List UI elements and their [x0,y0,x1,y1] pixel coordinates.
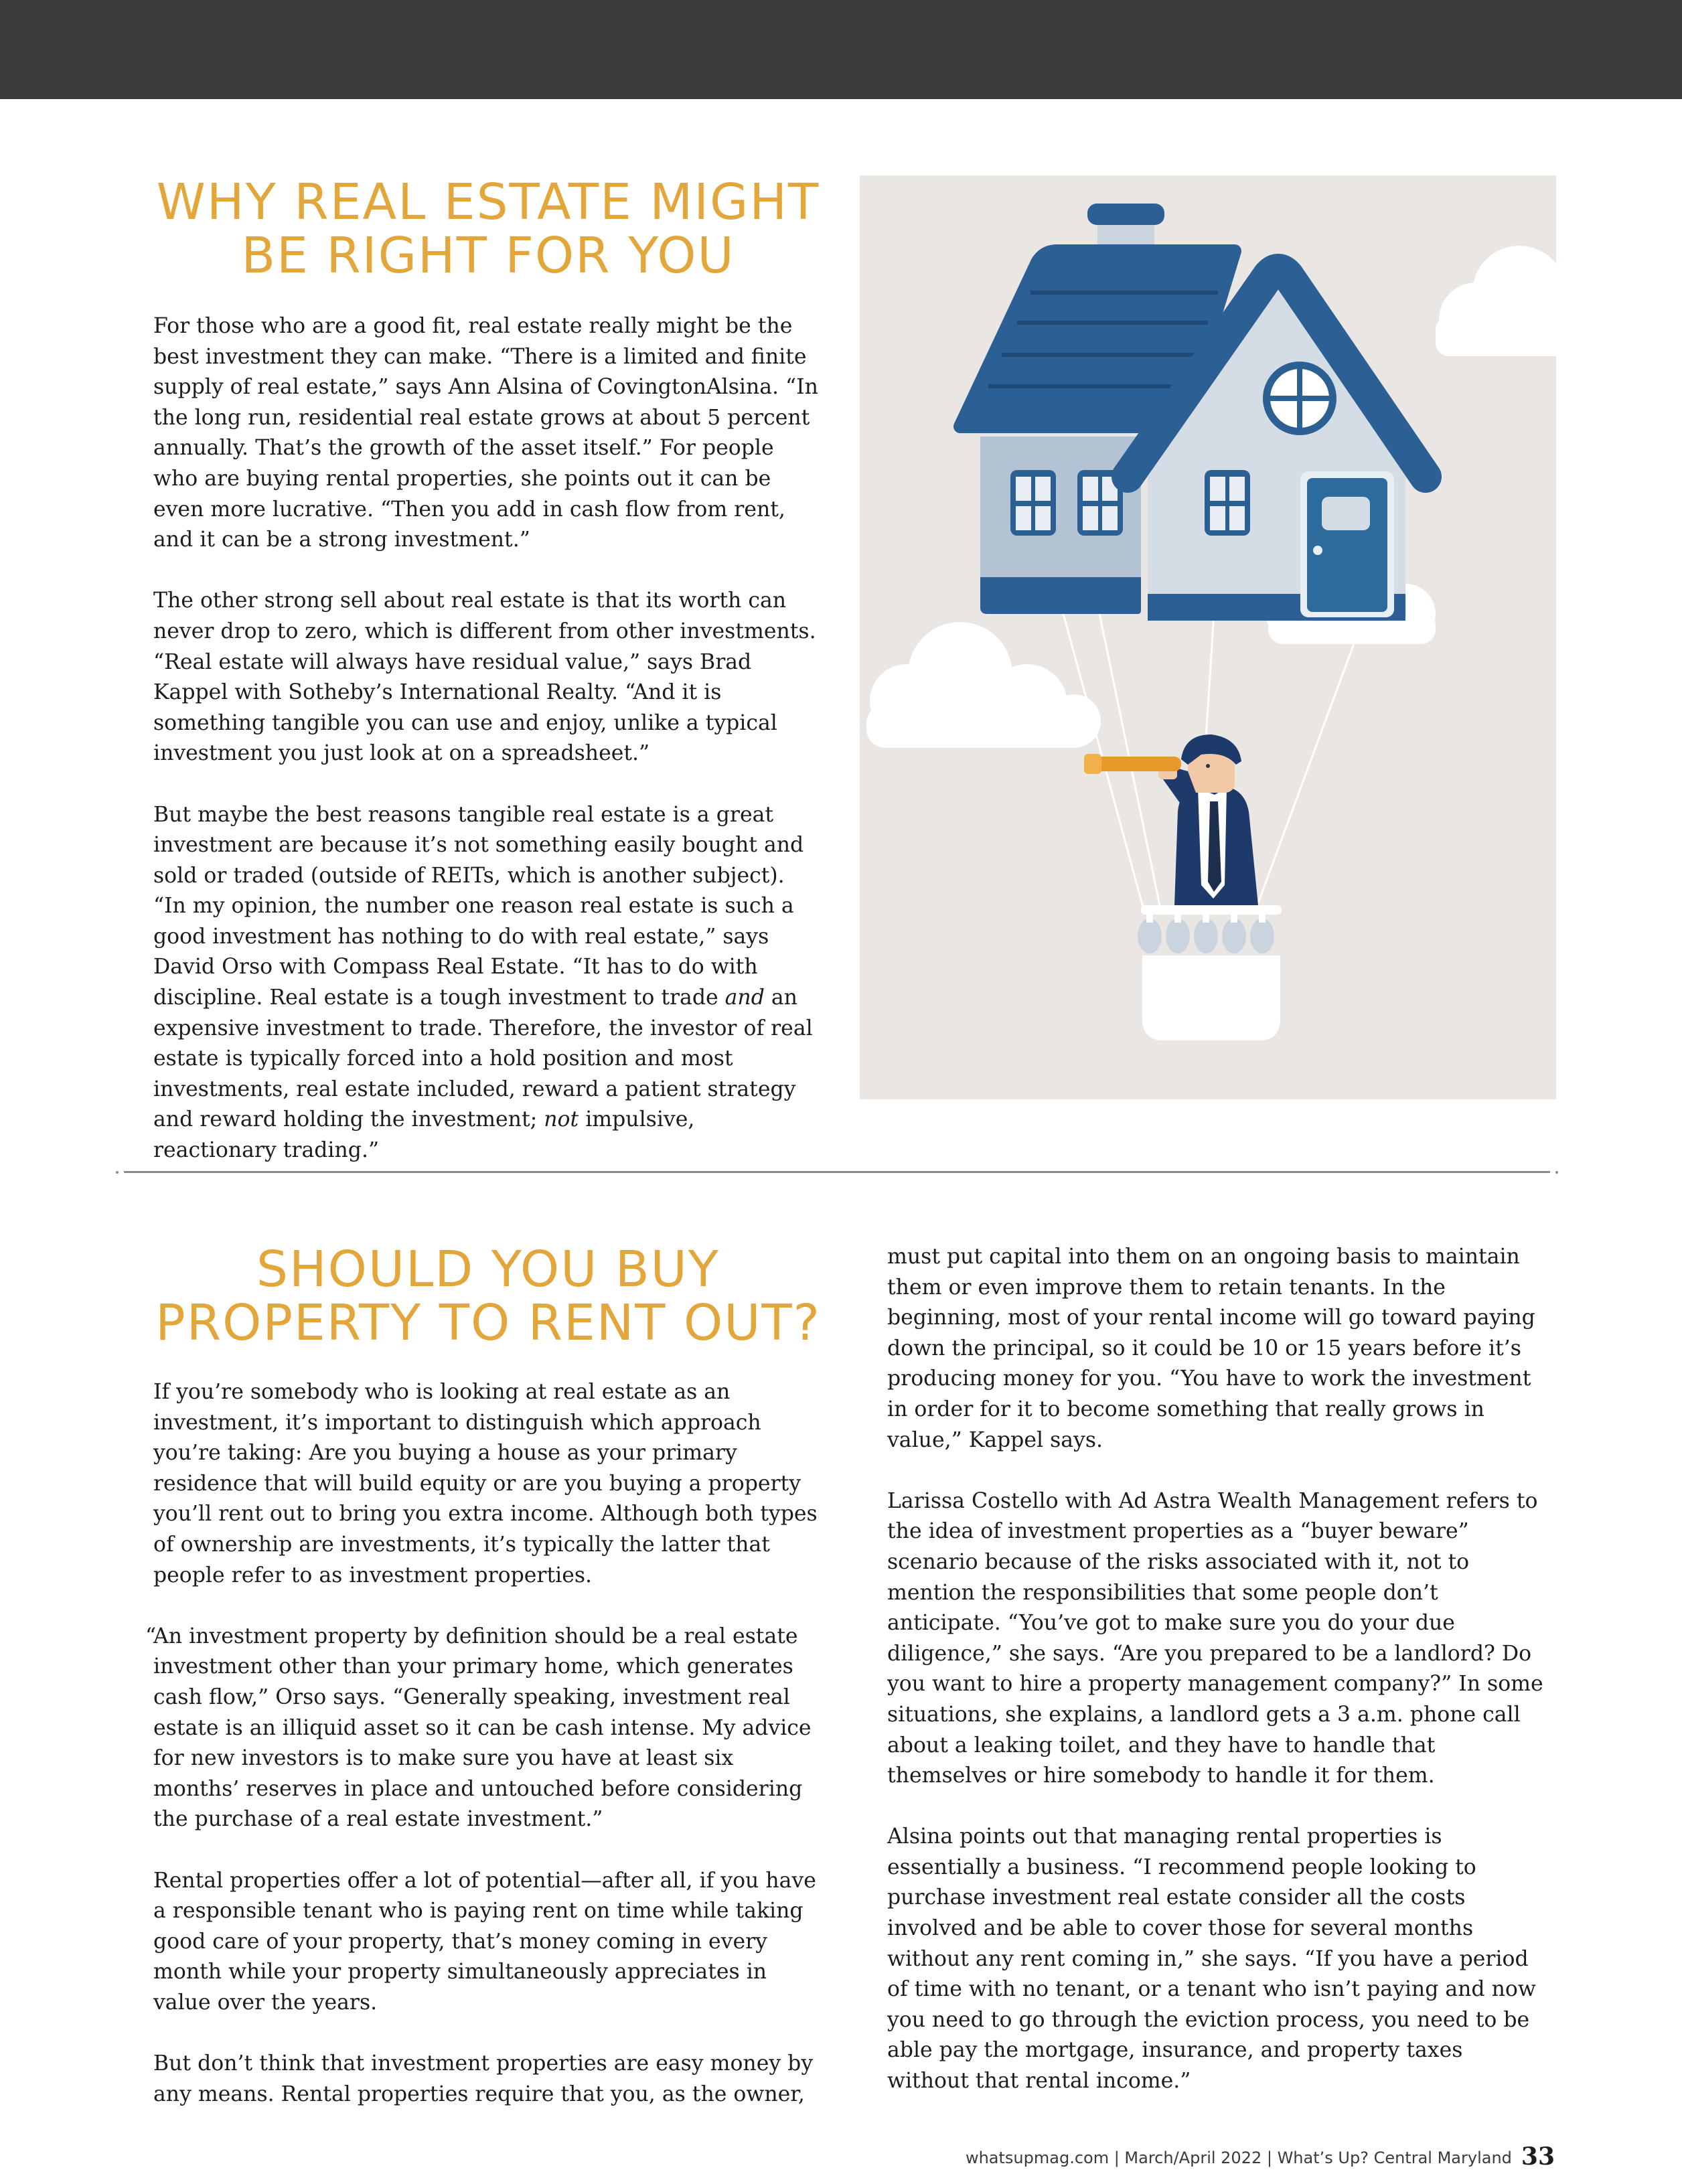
round-window-icon [1263,362,1336,435]
paragraph: Rental properties offer a lot of potential—after all, if you have a responsible tenant who is paying rent on time while taking good care of your property, that’s money coming in every month while your property simultaneously appreciates in value over the years. [153,1868,816,2015]
window-icon [1205,470,1250,536]
heading-line: BE RIGHT FOR YOU [241,227,735,285]
paragraph: Alsina points out that managing rental properties is essentially a business. “I recommend people looking to purchase investment real estate consider all the costs involved and be able to cover those for several months without any rent coming in,” she says. “If you have a period of time with no tenant, or a tenant who isn’t paying and now you need to go through the eviction process, you need to be able pay the mortgage, insurance, and property taxes without that rental income.” [887,1824,1536,2094]
paragraph: The other strong sell about real estate is that its worth can never drop to zero, which is different from other investments. “Real estate will always have residual value,” says Brad Kappel with Sotheby’s International Realty. “And it is something tangible you can use and enjoy, unlike a typical investment you just look at on a spreadsheet.” [153,589,816,766]
cloud-icon [1436,246,1556,356]
paragraph: Larissa Costello with Ad Astra Wealth Management refers to the idea of investment properties as a “buyer beware” scenario because of the risks associated with it, not to mention the responsibilities that some people don’t anticipate. “You’ve got to make sure you do your due diligence,” she says. “Are you prepared to be a landlord? Do you want to hire a property management company?” In some situations, she explains, a landlord gets a 3 a.m. phone call about a leaking toilet, and they have to handle that themselves or hire somebody to handle it for them. [887,1488,1543,1788]
paragraph [153,800,823,1166]
heading-line: SHOULD YOU BUY [256,1241,720,1298]
section-heading-should-you-buy [153,1243,823,1350]
window-icon [1010,470,1056,536]
section1-body [153,311,823,1166]
text-run: an expensive investment to trade. Therefore, the investor of real estate is typically forced into a hold position and most investments, real estate included, reward a patient strategy and reward holding the investment; [153,986,813,1132]
paragraph: If you’re somebody who is looking at real estate as an investment, it’s important to distinguish which approach you’re taking: Are you buying a house as your primary residence that will build equity or are you buying a property you’ll rent out to bring you extra income. Although both types of ownership are investments, it’s typically the latter that people refer to as investment properties. [153,1380,818,1587]
balloon-basket [1138,905,1282,1040]
text-run: But maybe the best reasons tangible real estate is a great investment are because it’s not something easily bought and sold or traded (outside of REITs, which is another subject). “In my opinion, the number one reason real estate is such a good investment has nothing to do with real estate,” says David Orso with Compass Real Estate. “It has to do with discipline. Real estate is a tough investment to trade [153,802,804,1010]
paragraph: For those who are a good fit, real estate really might be the best investment they can make. “There is a limited and finite supply of real estate,” says Ann Alsina of CovingtonAlsina. “In the long run, residential real estate grows at about 5 percent annually. That’s the growth of the asset itself.” For people who are buying rental properties, she points out it can be even more lucrative. “Then you add in cash flow from rent, and it can be a strong investment.” [153,314,818,552]
heading-line: PROPERTY TO RENT OUT? [155,1294,821,1352]
section2-left-column [145,1377,823,2110]
page-footer [966,2142,1555,2171]
door-icon [1300,471,1394,617]
page-number: 33 [1521,2142,1555,2171]
paragraph: “An investment property by definition should be a real estate investment other than your primary home, which generates cash flow,” Orso says. “Generally speaking, investment real estate is an illiquid asset so it can be cash intense. My advice for new investors is to make sure you have at least six months’ reserves in place and untouched before considering the purchase of a real estate investment.” [145,1624,812,1832]
businessman-with-telescope [1084,734,1258,905]
cloud-icon [866,622,1101,748]
house-balloon-illustration [860,175,1556,1099]
heading-line: WHY REAL ESTATE MIGHT [156,173,820,231]
top-header-bar [0,0,1682,99]
section-divider [124,1171,1550,1173]
illustration-svg [860,175,1556,1099]
sandbag-icon [1138,919,1274,953]
footer-text: whatsupmag.com | March/April 2022 | What’s Up? Central Maryland [965,2149,1512,2167]
emphasis-text: not [544,1107,579,1132]
section-heading-why-real-estate [153,175,823,283]
section2-right-column [887,1242,1543,2097]
text-run: impulsive, reactionary trading.” [153,1107,695,1163]
paragraph: But don’t think that investment properties are easy money by any means. Rental properties require that you, as the owner, [153,2051,814,2106]
paragraph: must put capital into them on an ongoing basis to maintain them or even improve them to retain tenants. In the beginning, most of your rental income will go toward paying down the principal, so it could be 10 or 15 years before it’s producing money for you. “You have to work the investment in order for it to become something that really grows in value,” Kappel says. [887,1245,1535,1452]
emphasis-text: and [724,986,765,1010]
